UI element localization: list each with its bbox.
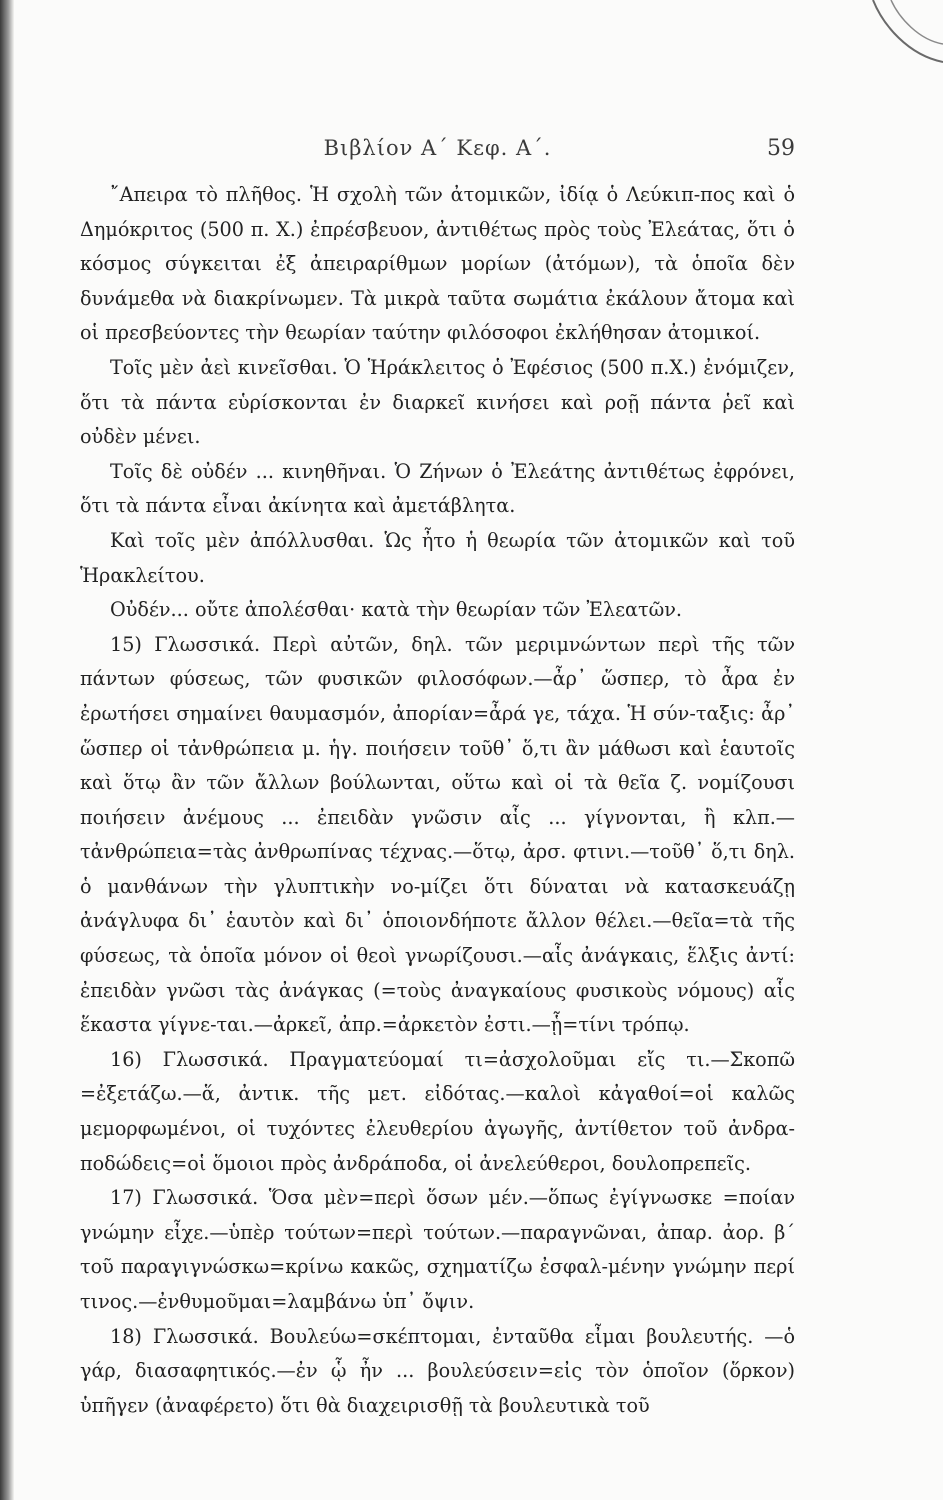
corner-fold-icon	[853, 0, 943, 90]
running-head: Βιβλίον Α΄ Κεφ. Α΄.	[323, 136, 552, 160]
paragraph-apeira: ῎Απειρα τὸ πλῆθος. Ἡ σχολὴ τῶν ἀτομικῶν, ἰδίᾳ ὁ Λεύκιπ-πος καὶ ὁ Δημόκριτος (500 π. Χ.) ἐπρέσβευον, ἀντιθέτως πρὸς τοὺς Ἐλεάτας, ὅτι ὁ κόσμος σύγκειται ἐξ ἀπειραρίθμων μορίων (ἀτόμων), τὰ ὁποῖα δὲν δυνάμεθα νὰ διακρίνωμεν. Τὰ μικρὰ ταῦτα σωμάτια ἐκάλουν ἄτομα καὶ οἱ πρεσβεύοντες τὴν θεωρίαν ταύτην φιλόσοφοι ἐκλήθησαν ἀτομικοί.	[80, 183, 795, 345]
page-left-shadow	[0, 0, 14, 1500]
note-15: 15) Γλωσσικά. Περὶ αὐτῶν, δηλ. τῶν μεριμνώντων περὶ τῆς τῶν πάντων φύσεως, τῶν φυσικῶν φιλοσόφων.—ἆρ᾽ ὥσπερ, τὸ ἆρα ἐν ἐρωτήσει σημαίνει θαυμασμόν, ἀπορίαν=ἆρά γε, τάχα. Ἡ σύν-ταξις: ἆρ᾽ ὥσπερ οἱ τἀνθρώπεια μ. ἡγ. ποιήσειν τοῦθ᾽ ὅ,τι ἂν μάθωσι καὶ ἑαυτοῖς καὶ ὅτῳ ἂν τῶν ἄλλων βούλωνται, οὕτω καὶ οἱ τὰ θεῖα ζ. νομίζουσι ποιήσειν ἀνέμους ... ἐπειδὰν γνῶσιν αἷς ... γίγνονται, ἢ κλπ.—τἀνθρώπεια=τὰς ἀνθρωπίνας τέχνας.—ὅτῳ, ἀρσ. φτινι.—τοῦθ᾽ ὅ,τι δηλ. ὁ μανθάνων τὴν γλυπτικὴν νο-μίζει ὅτι δύναται νὰ κατασκευάζῃ ἀνάγλυφα δι᾽ ἑαυτὸν καὶ δι᾽ ὁποιονδήποτε ἄλλον θέλει.—θεῖα=τὰ τῆς φύσεως, τὰ ὁποῖα μόνον οἱ θεοὶ γνωρίζουσι.—αἷς ἀνάγκαις, ἕλξις ἀντί: ἐπειδὰν γνῶσι τὰς ἀνάγκας (=τοὺς ἀναγκαίους φυσικοὺς νόμους) αἷς ἕκαστα γίγνε-ται.—ἀρκεῖ, ἀπρ.=ἀρκετὸν ἐστι.—ᾗ=τίνι τρόπῳ.	[80, 632, 795, 1037]
paragraph-apollysthai: Καὶ τοῖς μὲν ἀπόλλυσθαι. Ὡς ἦτο ἡ θεωρία τῶν ἀτομικῶν καὶ τοῦ Ἡρακλείτου.	[80, 528, 795, 587]
note-16: 16) Γλωσσικά. Πραγματεύομαί τι=ἀσχολοῦμαι εἴς τι.—Σκοπῶ =ἐξετάζω.—ἅ, ἀντικ. τῆς μετ. εἰδότας.—καλοὶ κἀγαθοί=οἱ καλῶς μεμορφωμένοι, οἱ τυχόντες ἐλευθερίου ἀγωγῆς, ἀντίθετον τοῦ ἀνδρα-ποδώδεις=οἱ ὅμοιοι πρὸς ἀνδράποδα, οἱ ἀνελεύθεροι, δουλοπρεπεῖς.	[80, 1047, 795, 1175]
page-header	[80, 136, 795, 172]
note-18: 18) Γλωσσικά. Βουλεύω=σκέπτομαι, ἐνταῦθα εἶμαι βουλευτής. —ὁ γάρ, διασαφητικός.—ἐν ᾧ ἦν ... βουλεύσειν=εἰς τὸν ὁποῖον (ὅρκον) ὑπῆγεν (ἀναφέρετο) ὅτι θὰ διαχειρισθῇ τὰ βουλευτικὰ τοῦ	[80, 1324, 795, 1417]
paragraph-ouden: Οὐδέν... οὔτε ἀπολέσθαι· κατὰ τὴν θεωρίαν τῶν Ἐλεατῶν.	[110, 598, 682, 622]
note-17: 17) Γλωσσικά. Ὅσα μὲν=περὶ ὅσων μέν.—ὅπως ἐγίγνωσκε =ποίαν γνώμην εἶχε.—ὑπὲρ τούτων=περὶ τούτων.—παραγνῶναι, ἀπαρ. ἀορ. β΄ τοῦ παραγιγνώσκω=κρίνω κακῶς, σχηματίζω ἐσφαλ-μένην γνώμην περί τινος.—ἐνθυμοῦμαι=λαμβάνω ὑπ᾽ ὄψιν.	[80, 1186, 795, 1313]
page-number: 59	[767, 136, 795, 161]
paragraph-zenon: Τοῖς δὲ οὐδέν ... κινηθῆναι. Ὁ Ζήνων ὁ Ἐλεάτης ἀντιθέτως ἐφρόνει, ὅτι τὰ πάντα εἶναι ἀκίνητα καὶ ἀμετάβλητα.	[80, 459, 795, 518]
body-text	[80, 178, 795, 1423]
paragraph-herakleitos: Τοῖς μὲν ἀεὶ κινεῖσθαι. Ὁ Ἡράκλειτος ὁ Ἐφέσιος (500 π.Χ.) ἐνόμιζεν, ὅτι τὰ πάντα εὑρίσκονται ἐν διαρκεῖ κινήσει καὶ ροῇ πάντα ῥεῖ καὶ οὐδὲν μένει.	[80, 355, 795, 449]
